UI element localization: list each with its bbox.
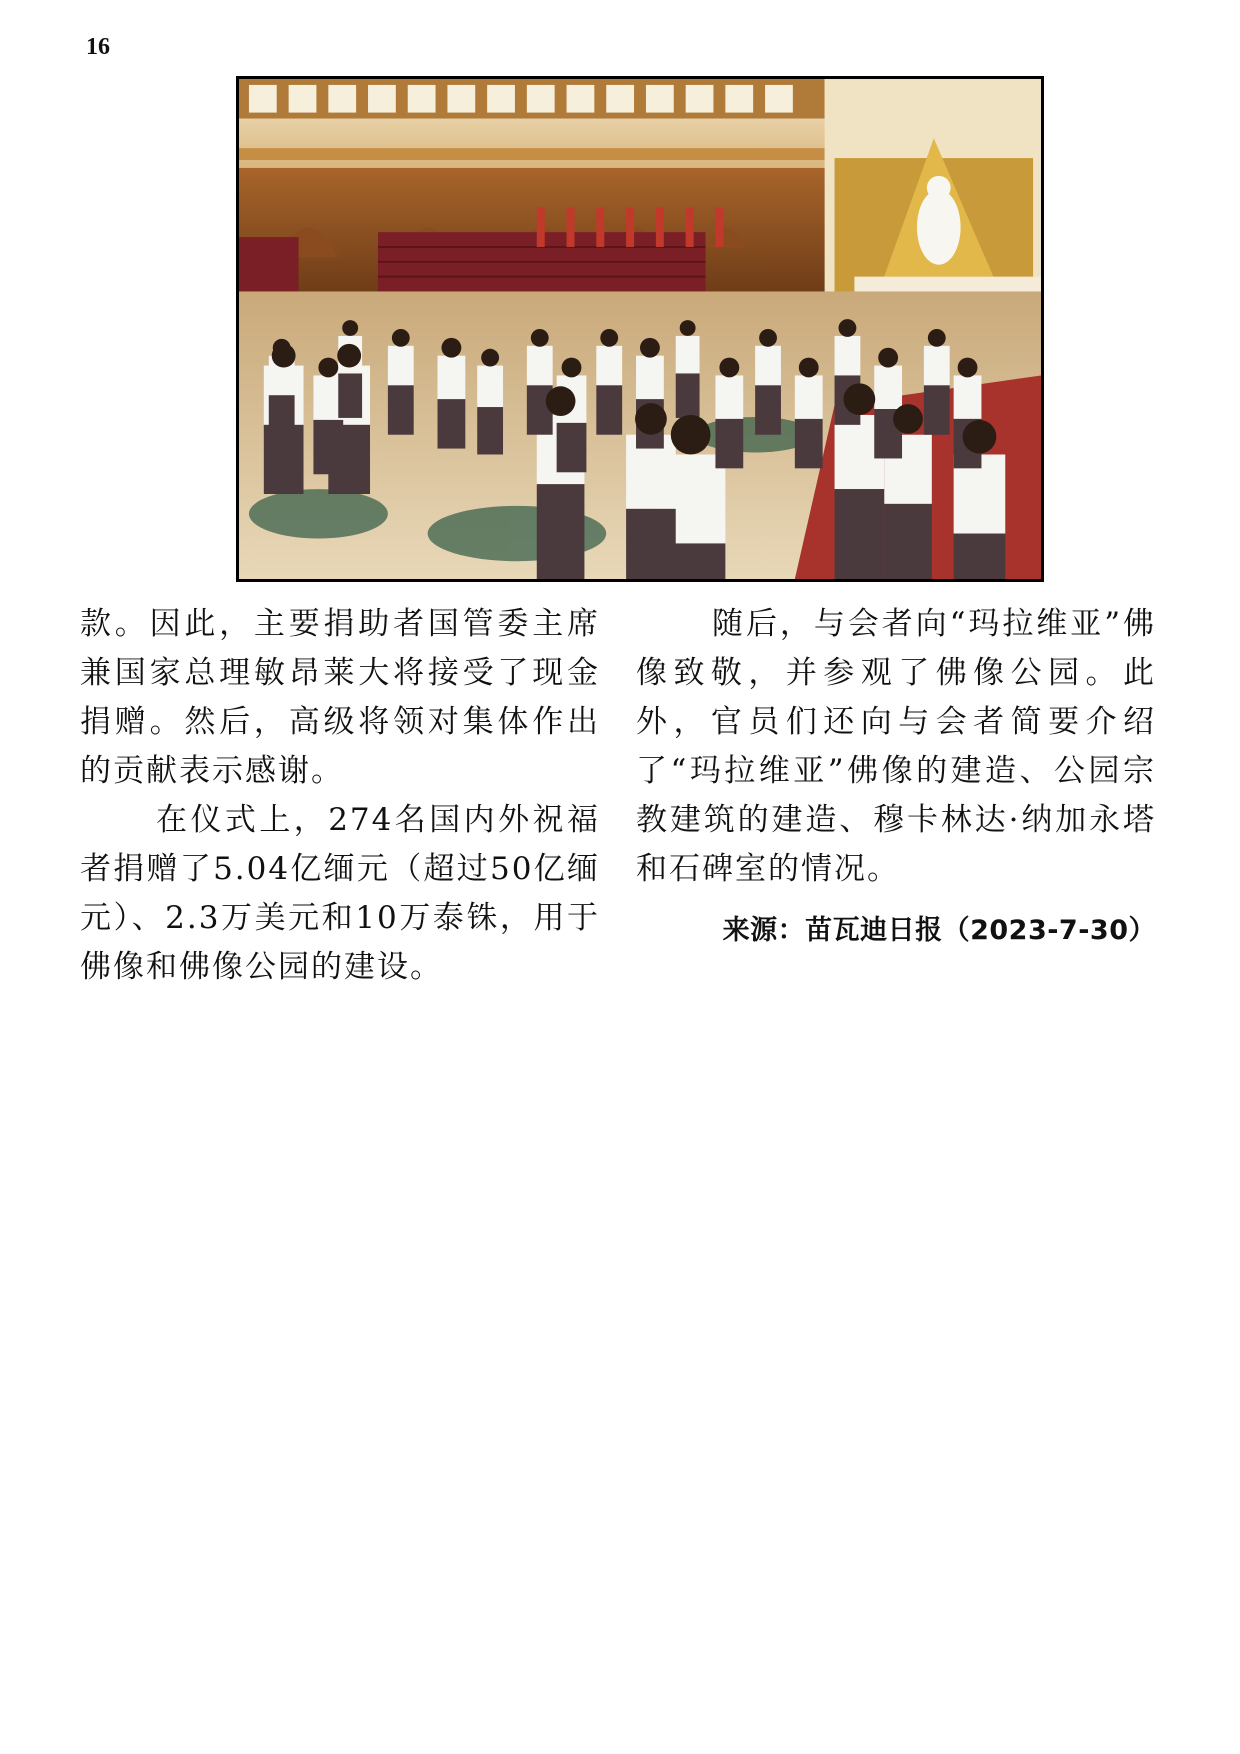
source-citation: 来源：苗瓦迪日报（2023-7-30） bbox=[722, 915, 1156, 946]
right-paragraph-1: 随后，与会者向“玛拉维亚”佛像致敬，并参观了佛像公园。此外，官员们还向与会者简要介绍了“玛拉维亚”佛像的建造、公园宗教建筑的建造、穆卡林达·纳加永塔和石碑室的情况。 bbox=[636, 606, 1156, 887]
ceremony-photo-illustration bbox=[239, 79, 1041, 579]
page-number: 16 bbox=[86, 34, 110, 60]
right-column bbox=[636, 600, 1156, 894]
ceremony-photo bbox=[236, 76, 1044, 582]
left-column bbox=[80, 600, 600, 992]
left-paragraph-1: 款。因此，主要捐助者国管委主席兼国家总理敏昂莱大将接受了现金捐赠。然后，高级将领对集体作出的贡献表示感谢。 bbox=[80, 606, 600, 789]
left-paragraph-2: 在仪式上，274名国内外祝福者捐赠了5.04亿缅元（超过50亿缅元）、2.3万美元和10万泰铢，用于佛像和佛像公园的建设。 bbox=[80, 802, 600, 985]
